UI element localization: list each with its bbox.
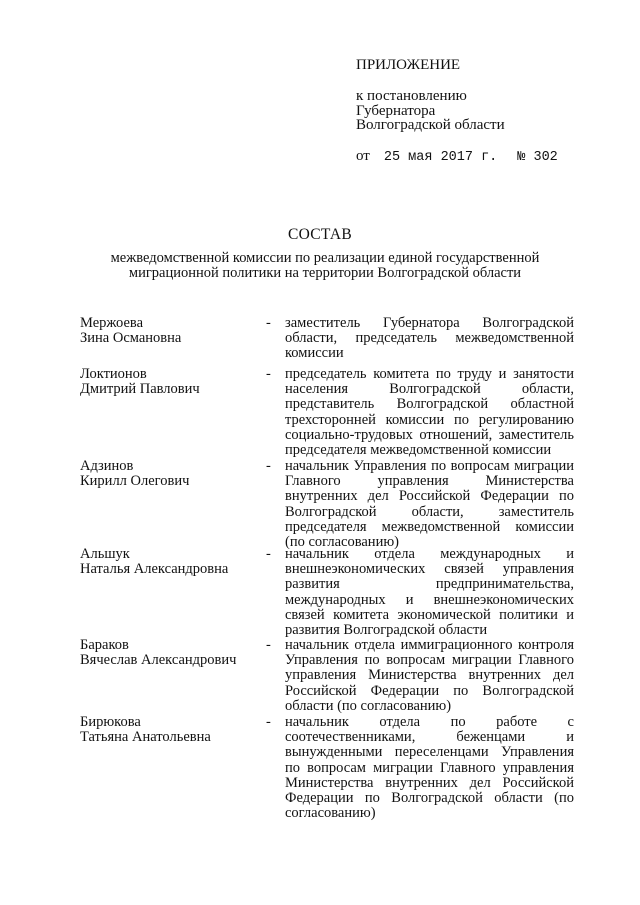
appendix-block bbox=[356, 58, 558, 165]
member-name bbox=[80, 367, 260, 397]
member-name bbox=[80, 638, 260, 668]
member-surname: Локтионов bbox=[80, 366, 147, 382]
member-role: начальник Управления по вопросам миграции Главного управления Министерства внутренних дел Российской Федерации по Волгоградской области, заместитель председателя межведомственной комиссии (по согласованию) bbox=[285, 458, 574, 551]
document-title: СОСТАВ bbox=[287, 226, 353, 243]
member-role: начальник отдела иммиграционного контроля Управления по вопросам миграции Главного управления Министерства внутренних дел Российской Федерации по Волгоградской области (по согласованию) bbox=[285, 637, 574, 714]
document-subtitle bbox=[90, 251, 560, 281]
subtitle-line-1: межведомственной комиссии по реализации единой государственной bbox=[110, 250, 540, 266]
appendix-line-1: к постановлению bbox=[356, 88, 467, 104]
appendix-date-row bbox=[356, 149, 558, 165]
member-given-name: Вячеслав Александрович bbox=[80, 652, 237, 669]
date-value: 25 мая 2017 г. bbox=[383, 149, 498, 165]
appendix-title: ПРИЛОЖЕНИЕ bbox=[356, 57, 461, 73]
member-given-name: Татьяна Анатольевна bbox=[80, 729, 211, 746]
member-name bbox=[80, 547, 260, 577]
member-name bbox=[80, 715, 260, 745]
appendix-line-3: Волгоградской области bbox=[356, 117, 505, 133]
member-role: начальник отдела по работе с соотечественниками, беженцами и вынужденными переселенцами Управления по вопросам миграции Главного управления Министерства внутренних дел Российской Федерации по Волгоградской области (по согласованию) bbox=[285, 714, 574, 822]
member-dash: - bbox=[266, 637, 271, 653]
subtitle-line-2: миграционной политики на территории Волгоградской области bbox=[128, 265, 522, 281]
member-role: председатель комитета по труду и занятости населения Волгоградской области, представитель Волгоградской областной трехсторонней комиссии по регулированию социально-трудовых отношений, заместитель председателя межведомственной комиссии bbox=[285, 366, 574, 459]
member-given-name: Зина Османовна bbox=[80, 330, 182, 347]
appendix-line-2: Губернатора bbox=[356, 102, 436, 119]
member-given-name: Дмитрий Павлович bbox=[80, 381, 200, 398]
document-number: № 302 bbox=[517, 149, 558, 165]
member-surname: Адзинов bbox=[80, 458, 134, 474]
member-dash: - bbox=[266, 458, 271, 474]
member-name bbox=[80, 316, 260, 346]
member-dash: - bbox=[266, 366, 271, 382]
member-given-name: Наталья Александровна bbox=[80, 561, 229, 578]
member-dash: - bbox=[266, 315, 271, 331]
member-dash: - bbox=[266, 546, 271, 562]
member-given-name: Кирилл Олегович bbox=[80, 473, 190, 490]
member-role: начальник отдела международных и внешнеэкономических связей управления развития предпринимательства, международных и внешнеэкономических связей комитета экономической политики и развития Волгоградской области bbox=[285, 546, 574, 639]
member-surname: Бараков bbox=[80, 637, 129, 653]
date-prefix: от bbox=[356, 147, 370, 164]
member-surname: Мержоева bbox=[80, 315, 143, 331]
member-name bbox=[80, 459, 260, 489]
member-surname: Бирюкова bbox=[80, 714, 141, 730]
member-surname: Альшук bbox=[80, 546, 130, 562]
member-dash: - bbox=[266, 714, 271, 730]
member-role: заместитель Губернатора Волгоградской области, председатель межведомственной комиссии bbox=[285, 315, 574, 362]
